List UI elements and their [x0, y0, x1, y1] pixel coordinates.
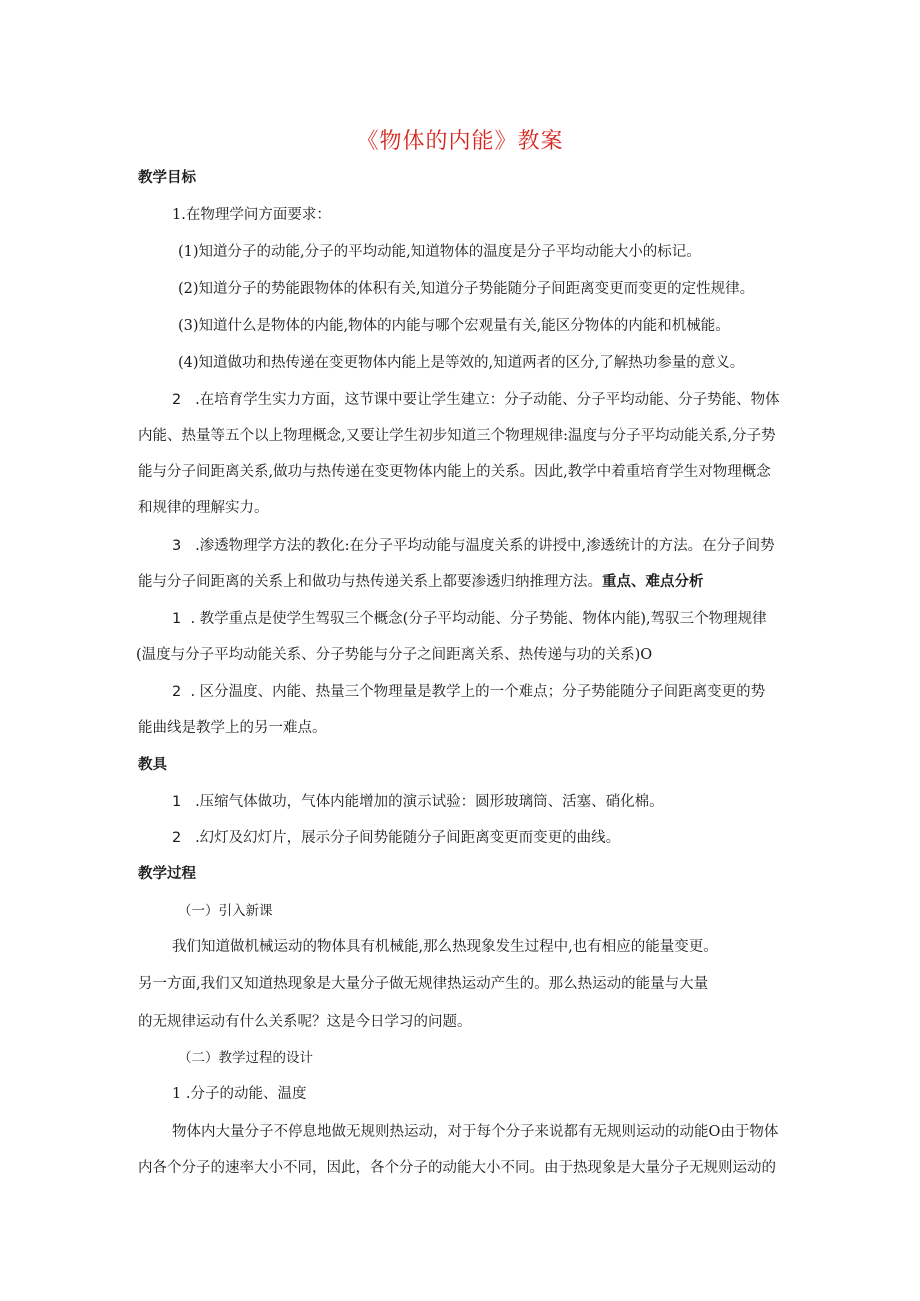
objective-sub-1: (1)知道分子的动能,分子的平均动能,知道物体的温度是分子平均动能大小的标记。	[178, 244, 701, 260]
objective-item-2-number: 2	[172, 392, 182, 408]
objective-item-3-number: 3	[172, 538, 182, 554]
process-part-2: （二）教学过程的设计	[178, 1050, 313, 1066]
process-para-2-line-2: 内各个分子的速率大小不同，因此，各个分子的动能大小不同。由于热现象是大量分子无规则运动的	[138, 1160, 776, 1176]
key-point-1-line-2: (温度与分子平均动能关系、分子势能与分子之间距离关系、热传递与功的关系)O	[136, 647, 653, 663]
tool-item-2-number: 2	[172, 830, 182, 846]
process-para-2-line-1: 物体内大量分子不停息地做无规则热运动，对于每个分子来说都有无规则运动的动能O由于物体	[172, 1124, 779, 1140]
process-part-1: （一）引入新课	[178, 903, 273, 919]
heading-process: 教学过程	[138, 866, 196, 882]
process-para-1-line-2: 另一方面,我们又知道热现象是大量分子做无规律热运动产生的。那么热运动的能量与大量	[138, 976, 709, 992]
objective-item-2-line-2: 内能、热量等五个以上物理概念,又要让学生初步知道三个物理规律:温度与分子平均动能关系,分子势	[138, 428, 776, 444]
objective-item-1: 1.在物理学问方面要求：	[172, 207, 331, 223]
heading-key-points: 重点、难点分析	[602, 574, 704, 590]
tool-item-1-number: 1	[172, 794, 182, 810]
tool-item-1-text: .压缩气体做功，气体内能增加的演示试验：圆形玻璃筒、活塞、硝化棉。	[195, 794, 664, 810]
key-point-1-number: 1	[172, 611, 182, 627]
objective-item-3-line-2	[138, 570, 704, 591]
heading-tools: 教具	[138, 757, 167, 773]
process-para-1-line-1: 我们知道做机械运动的物体具有机械能,那么热现象发生过程中,也有相应的能量变更。	[172, 939, 718, 955]
process-para-1-line-3: 的无规律运动有什么关系呢？这是今日学习的问题。	[138, 1014, 472, 1030]
tool-item-1	[172, 790, 664, 811]
process-subsection-1: 1 .分子的动能、温度	[172, 1086, 307, 1102]
objective-sub-4: (4)知道做功和热传递在变更物体内能上是等效的,知道两者的区分,了解热功参量的意义。	[178, 355, 745, 371]
objective-item-3-text-1: .渗透物理学方法的教化:在分子平均动能与温度关系的讲授中,渗透统计的方法。在分子间势	[195, 538, 775, 554]
document-title: 《物体的内能》教案	[356, 129, 564, 154]
heading-objectives: 教学目标	[138, 170, 196, 186]
objective-item-2-line-1	[172, 388, 780, 409]
key-point-2-line-2: 能曲线是教学上的另一难点。	[138, 720, 327, 736]
objective-item-2-line-4: 和规律的理解实力。	[138, 500, 269, 516]
objective-item-3-text-2: 能与分子间距离的关系上和做功与热传递关系上都要渗透归纳推理方法。	[138, 574, 602, 590]
key-point-2-number: 2	[172, 684, 182, 700]
objective-item-3-line-1	[172, 534, 775, 555]
key-point-1-line-1	[172, 607, 767, 628]
objective-item-2-line-3: 能与分子间距离关系,做功与热传递在变更物体内能上的关系。因此,教学中着重培育学生对物理概念	[138, 464, 771, 480]
tool-item-2-text: .幻灯及幻灯片，展示分子间势能随分子间距离变更而变更的曲线。	[195, 830, 621, 846]
key-point-1-text-1: . 教学重点是使学生驾驭三个概念(分子平均动能、分子势能、物体内能),驾驭三个物理规律	[190, 611, 767, 627]
tool-item-2	[172, 826, 620, 847]
key-point-2-text-1: . 区分温度、内能、热量三个物理量是教学上的一个难点；分子势能随分子间距离变更的势	[190, 684, 766, 700]
objective-item-2-text-1: .在培育学生实力方面，这节课中要让学生建立：分子动能、分子平均动能、分子势能、物体	[195, 392, 780, 408]
objective-sub-3: (3)知道什么是物体的内能,物体的内能与哪个宏观量有关,能区分物体的内能和机械能。	[178, 318, 730, 334]
key-point-2-line-1	[172, 680, 765, 701]
objective-sub-2: (2)知道分子的势能跟物体的体积有关,知道分子势能随分子间距离变更而变更的定性规律。	[178, 281, 755, 297]
